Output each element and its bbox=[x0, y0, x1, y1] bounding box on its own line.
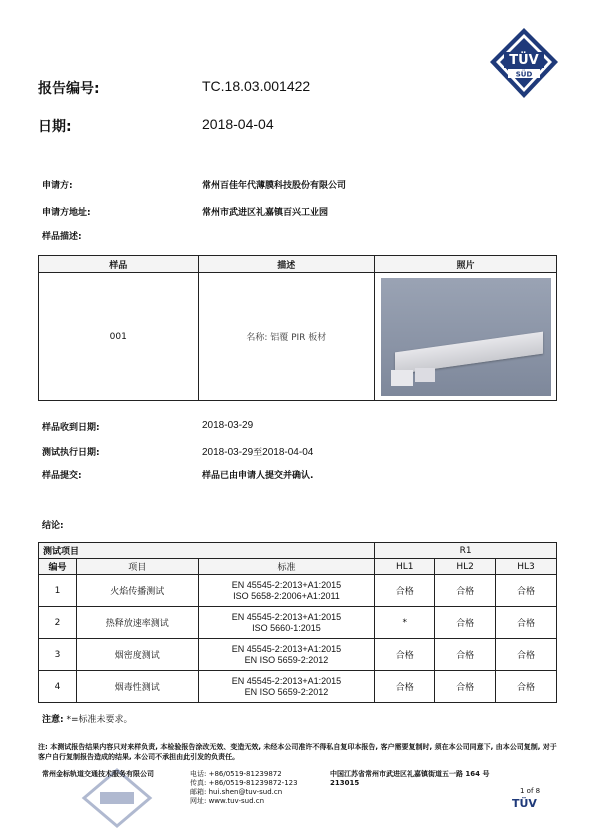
header-hl1: HL1 bbox=[375, 559, 435, 575]
standard-line: EN 45545-2:2013+A1:2015 bbox=[231, 611, 342, 622]
footer-disclaimer: 注: 本测试报告结果内容只对来样负责, 本检验报告涂改无效、变造无效, 未经本公司准许不得私自复印本报告, 客户需要复制时, 须在本公司同意下, 由本公司复制, 对于客户自行复制报告造成的结果, 本公司不承担由此引发的负责任。 bbox=[38, 743, 557, 761]
test-date-label: 测试执行日期: bbox=[42, 448, 100, 458]
standard-line: EN 45545-2:2013+A1:2015 bbox=[231, 675, 342, 686]
test-end: 2018-04-04 bbox=[262, 447, 314, 458]
table-row bbox=[39, 575, 557, 607]
table-row bbox=[39, 639, 557, 671]
results-section-row bbox=[39, 543, 557, 559]
row-item: 火焰传播测试 bbox=[76, 575, 198, 607]
footer-web: 网址: www.tuv-sud.cn bbox=[190, 797, 265, 805]
applicant-name: 常州百佳年代薄膜科技股份有限公司 bbox=[202, 181, 347, 191]
row-item: 热释放速率测试 bbox=[76, 607, 198, 639]
row-item: 烟毒性测试 bbox=[76, 671, 198, 703]
row-item: 烟密度测试 bbox=[76, 639, 198, 671]
footer-phone: 电话: +86/0519-81239872 bbox=[190, 770, 282, 778]
report-number: TC.18.03.001422 bbox=[202, 78, 311, 94]
applicant-label: 申请方: bbox=[42, 181, 73, 191]
sample-id: 001 bbox=[39, 273, 199, 401]
submission-text: 样品已由申请人提交并确认. bbox=[202, 471, 314, 481]
test-date-range bbox=[202, 445, 313, 458]
received-date: 2018-03-29 bbox=[202, 420, 254, 431]
row-hl1: 合格 bbox=[375, 639, 435, 671]
header-no: 编号 bbox=[39, 559, 77, 575]
table-row bbox=[39, 607, 557, 639]
conclusion-label: 结论: bbox=[42, 521, 64, 531]
footer-email: 邮箱: hui.shen@tuv-sud.cn bbox=[190, 788, 283, 796]
footer-fax: 传真: +86/0519-81239872-123 bbox=[190, 779, 298, 787]
note-text: *=标准未要求。 bbox=[66, 715, 133, 725]
report-date: 2018-04-04 bbox=[202, 116, 274, 132]
tuv-sud-logo bbox=[486, 26, 562, 102]
standard-line: EN 45545-2:2013+A1:2015 bbox=[231, 643, 342, 654]
logo-sub-text: SÜD bbox=[515, 70, 533, 79]
row-no: 3 bbox=[39, 639, 77, 671]
row-hl1: * bbox=[375, 607, 435, 639]
footer-address: 中国江苏省常州市武进区礼嘉镇街道五一路 164 号 bbox=[330, 770, 490, 778]
test-start: 2018-03-29 bbox=[202, 447, 254, 458]
row-hl3: 合格 bbox=[496, 607, 557, 639]
note bbox=[42, 712, 133, 725]
footer-contact bbox=[190, 770, 298, 806]
standard-line: ISO 5658-2:2006+A1:2011 bbox=[233, 590, 340, 601]
row-hl2: 合格 bbox=[435, 639, 496, 671]
sample-table-header bbox=[39, 256, 557, 273]
submission-label: 样品提交: bbox=[42, 471, 82, 481]
test-items-label: 测试项目 bbox=[39, 543, 375, 559]
footer-address-block bbox=[330, 770, 490, 788]
header-hl2: HL2 bbox=[435, 559, 496, 575]
tuv-logo-icon bbox=[486, 26, 562, 102]
row-hl2: 合格 bbox=[435, 607, 496, 639]
footer-postcode: 213015 bbox=[330, 779, 360, 787]
page-number: 1 of 8 bbox=[520, 787, 541, 795]
row-standard bbox=[198, 639, 375, 671]
table-row bbox=[39, 671, 557, 703]
report-number-label: 报告编号: bbox=[38, 81, 100, 97]
header-item: 项目 bbox=[76, 559, 198, 575]
standard-line: EN 45545-2:2013+A1:2015 bbox=[231, 579, 342, 590]
applicant-address-label: 申请方地址: bbox=[42, 208, 91, 218]
footer-company: 常州金标轨道交通技术服务有限公司 bbox=[42, 770, 154, 778]
sample-table bbox=[38, 255, 557, 401]
test-to: 至 bbox=[253, 448, 263, 458]
results-header-row bbox=[39, 559, 557, 575]
header-description: 描述 bbox=[198, 256, 374, 273]
header-hl3: HL3 bbox=[496, 559, 557, 575]
results-table bbox=[38, 542, 557, 703]
row-hl3: 合格 bbox=[496, 575, 557, 607]
received-date-label: 样品收到日期: bbox=[42, 423, 100, 433]
row-standard bbox=[198, 575, 375, 607]
row-hl3: 合格 bbox=[496, 671, 557, 703]
row-hl2: 合格 bbox=[435, 671, 496, 703]
row-hl2: 合格 bbox=[435, 575, 496, 607]
sample-description-label: 样品描述: bbox=[42, 232, 82, 242]
sample-row bbox=[39, 273, 557, 401]
sample-desc: 名称: 铝覆 PIR 板材 bbox=[198, 273, 374, 401]
sample-photo-cell bbox=[375, 273, 557, 401]
row-hl3: 合格 bbox=[496, 639, 557, 671]
row-no: 2 bbox=[39, 607, 77, 639]
row-no: 1 bbox=[39, 575, 77, 607]
applicant-address: 常州市武进区礼嘉镇百兴工业园 bbox=[202, 208, 329, 218]
header-photo: 照片 bbox=[375, 256, 557, 273]
header-standard: 标准 bbox=[198, 559, 375, 575]
standard-line: EN ISO 5659-2:2012 bbox=[244, 686, 329, 697]
group-label: R1 bbox=[375, 543, 557, 559]
row-standard bbox=[198, 607, 375, 639]
row-standard bbox=[198, 671, 375, 703]
row-hl1: 合格 bbox=[375, 575, 435, 607]
report-date-label: 日期: bbox=[38, 119, 72, 135]
row-no: 4 bbox=[39, 671, 77, 703]
standard-line: EN ISO 5659-2:2012 bbox=[244, 654, 329, 665]
row-hl1: 合格 bbox=[375, 671, 435, 703]
footer-tuv-mark: TÜV bbox=[512, 797, 537, 810]
logo-brand-text: TÜV bbox=[509, 53, 539, 68]
note-label: 注意: bbox=[42, 715, 64, 725]
header-sample: 样品 bbox=[39, 256, 199, 273]
sample-photo bbox=[381, 278, 551, 396]
standard-line: ISO 5660-1:2015 bbox=[252, 622, 321, 633]
